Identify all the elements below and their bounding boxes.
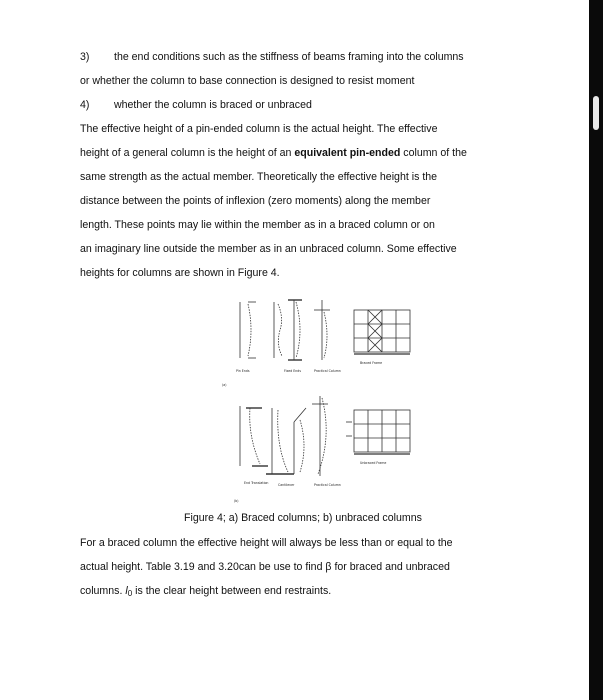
label-practical-column: Practical Column — [314, 483, 341, 487]
list-text: the end conditions such as the stiffness of beams framing into the columns — [114, 51, 464, 63]
subscript: 0 — [127, 589, 133, 598]
label-end-translation: End Translation — [244, 481, 269, 485]
braced-labels — [236, 361, 382, 373]
scrollbar-track[interactable] — [589, 0, 603, 700]
pin-ended-deflected-shape — [248, 304, 251, 356]
part-a-label: (a) — [222, 383, 227, 387]
label-cantilever: Cantilever — [278, 483, 295, 487]
list-text: whether the column is braced or unbraced — [114, 99, 312, 111]
clear-height-symbol: l — [125, 585, 128, 597]
text-run: height of a general column is the height of an — [80, 147, 295, 159]
paragraph-line: an imaginary line outside the member as in an unbraced column. Some effective — [80, 243, 457, 255]
part-b-label: (b) — [234, 499, 239, 503]
paragraph-line: The effective height of a pin-ended column is the actual height. The effective — [80, 123, 438, 135]
paragraph-line — [80, 146, 540, 160]
paragraph-line: For a braced column the effective height will always be less than or equal to the — [80, 537, 453, 549]
list-item-3-continued: or whether the column to base connection is designed to resist moment — [80, 75, 415, 87]
label-practical-column: Practical Column — [314, 369, 341, 373]
paragraph-line — [80, 584, 540, 601]
paragraph-line: distance between the points of inflexion (zero moments) along the member — [80, 195, 431, 207]
text-run: column of the — [400, 147, 467, 159]
scrollbar-thumb[interactable] — [593, 96, 599, 130]
label-fixed-ends: Fixed Ends — [284, 369, 301, 373]
text-run: is the clear height between end restraints. — [132, 585, 332, 597]
list-number: 4) — [80, 99, 90, 111]
label-pin-ends: Pin Ends — [236, 369, 250, 373]
label-unbraced-frame: Unbraced Frame — [360, 461, 387, 465]
list-item-3 — [80, 50, 540, 64]
list-item-4 — [80, 98, 540, 112]
bold-term: equivalent pin-ended — [294, 147, 401, 159]
figure-caption: Figure 4; a) Braced columns; b) unbraced columns — [184, 512, 422, 524]
paragraph-line: heights for columns are shown in Figure 4. — [80, 267, 280, 279]
label-braced-frame: Braced Frame — [360, 361, 383, 365]
text-run: columns. — [80, 585, 126, 597]
effective-height-diagram — [222, 296, 422, 508]
paragraph-line: same strength as the actual member. Theoretically the effective height is the — [80, 171, 438, 183]
paragraph-line: actual height. Table 3.19 and 3.20can be use to find β for braced and unbraced — [80, 561, 450, 573]
paragraph-line: length. These points may lie within the member as in a braced column or on — [80, 219, 435, 231]
unbraced-labels — [244, 461, 386, 487]
list-number: 3) — [80, 51, 90, 63]
